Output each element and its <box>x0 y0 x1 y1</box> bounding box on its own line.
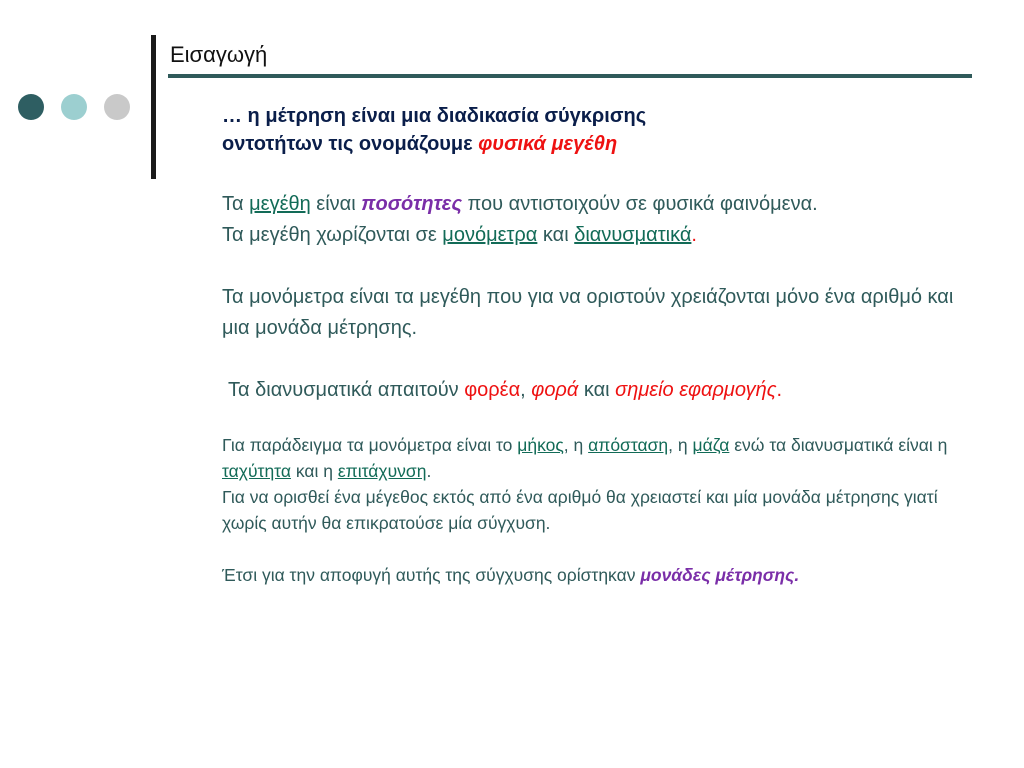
decor-dot-light <box>61 94 87 120</box>
para5-text: και η <box>290 461 338 481</box>
intro-line2: οντοτήτων τις ονομάζουμε <box>222 133 479 155</box>
link-megethi[interactable]: μεγέθη <box>249 193 311 215</box>
decor-dot-dark <box>18 94 44 120</box>
link-mikos[interactable]: μήκος <box>517 435 564 455</box>
para7-text: Έτσι για την αποφυγή αυτής της σύγχυσης ορίστηκαν <box>222 565 641 585</box>
title-underline <box>168 74 972 78</box>
link-dianysmatika[interactable]: διανυσματικά <box>574 224 692 246</box>
para4-text: Τα διανυσματικά απαιτούν <box>228 379 465 401</box>
link-taxytita[interactable]: ταχύτητα <box>222 461 291 481</box>
paragraph-scalars: Τα μονόμετρα είναι τα μεγέθη που για να οριστούν χρειάζονται μόνο ένα αριθμό και μια μονάδα μέτρησης. <box>222 286 954 339</box>
para4-dot: . <box>776 379 783 401</box>
para5-text: Για παράδειγμα τα μονόμετρα είναι το <box>222 435 518 455</box>
link-monometra[interactable]: μονόμετρα <box>442 224 538 246</box>
term-forea: φορέα <box>464 379 521 401</box>
slide-content <box>222 102 962 588</box>
para5-text: ενώ τα διανυσματικά είναι η <box>729 435 948 455</box>
term-fora: φορά <box>531 379 579 401</box>
para5-text: , η <box>563 435 589 455</box>
para1-text: είναι <box>310 193 362 215</box>
para2-text: και <box>537 224 575 246</box>
emph-posotites: ποσότητες <box>361 193 462 215</box>
link-maza[interactable]: μάζα <box>692 435 730 455</box>
paragraph-conclusion <box>222 562 962 588</box>
para1-text: Τα <box>222 193 250 215</box>
para2-text: Τα μεγέθη χωρίζονται σε <box>222 224 443 246</box>
para5-dot: . <box>426 461 432 481</box>
link-epitaxynsi[interactable]: επιτάχυνση <box>337 461 427 481</box>
emph-monades-metrisis: μονάδες μέτρησης. <box>640 565 800 585</box>
slide-title: Εισαγωγή <box>170 42 268 67</box>
intro-highlight: φυσικά μεγέθη <box>478 133 618 155</box>
para2-dot: . <box>691 224 697 246</box>
intro-line1: … η μέτρηση είναι μια διαδικασία σύγκρισης <box>222 105 647 127</box>
decor-dot-gray <box>104 94 130 120</box>
paragraph-vectors <box>222 375 962 406</box>
para4-text: , <box>520 379 532 401</box>
paragraph-units-need: Για να ορισθεί ένα μέγεθος εκτός από ένα αριθμό θα χρειαστεί και μία μονάδα μέτρησης γιατί χωρίς αυτήν θα επικρατούσε μία σύγχυση. <box>222 487 938 533</box>
paragraph-examples <box>222 432 962 484</box>
para1-text: που αντιστοιχούν σε φυσικά φαινόμενα. <box>461 193 818 215</box>
para4-text: και <box>578 379 616 401</box>
para5-text: , η <box>668 435 693 455</box>
vertical-divider <box>151 35 156 179</box>
term-simeio-efarmogis: σημείο εφαρμογής <box>615 379 777 401</box>
paragraph-classification <box>222 220 962 251</box>
link-apostasi[interactable]: απόσταση <box>588 435 669 455</box>
paragraph-quantities <box>222 189 962 220</box>
intro-text <box>222 102 962 158</box>
